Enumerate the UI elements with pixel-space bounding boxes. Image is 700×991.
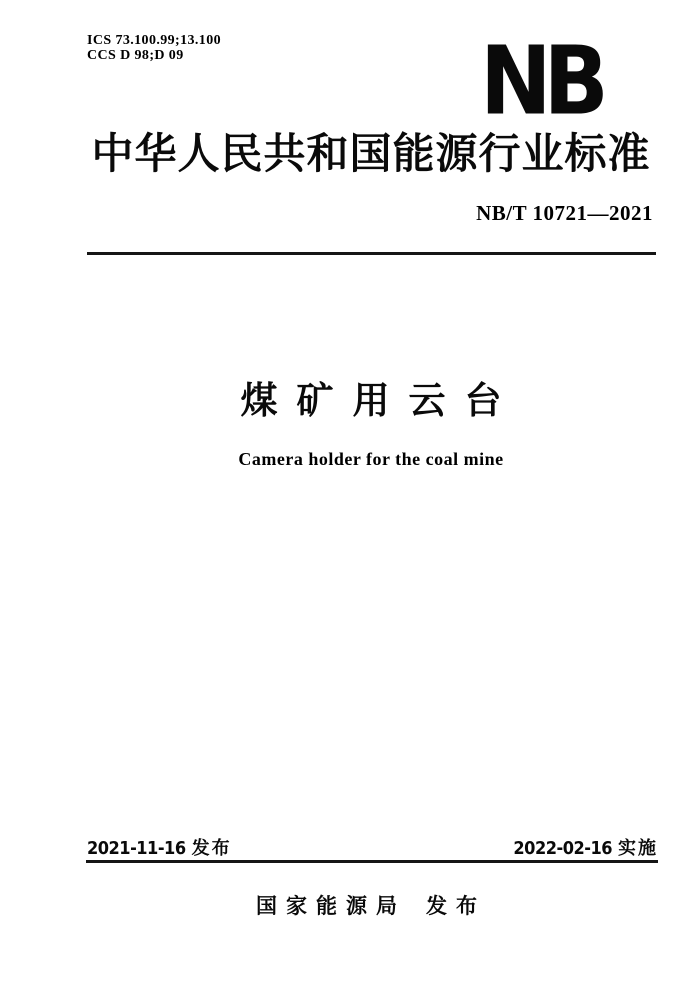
date-row: [87, 837, 658, 860]
implement-date: 2022-02-16: [513, 838, 612, 859]
header-rule: [87, 252, 656, 255]
document-title-en: Camera holder for the coal mine: [238, 449, 504, 469]
issue-date-group: [87, 837, 232, 860]
issue-label: 发布: [191, 838, 232, 858]
implement-label: 实施: [618, 838, 658, 858]
ics-code: ICS 73.100.99;13.100: [87, 33, 222, 48]
issue-date: 2021-11-16: [87, 838, 186, 859]
nb-logo: NB: [480, 25, 601, 136]
standard-type-title: 中华人民共和国能源行业标准: [91, 130, 651, 177]
classification-codes: [87, 33, 221, 63]
publisher-name: 国家能源局: [256, 895, 406, 918]
implement-date-group: [513, 837, 658, 860]
ccs-code: CCS D 98;D 09: [87, 48, 184, 63]
publisher-row: [87, 894, 655, 920]
footer-rule: [86, 860, 658, 863]
standard-number: NB/T 10721—2021: [476, 201, 653, 225]
publish-label: 发布: [426, 895, 486, 918]
document-title-zh: 煤矿用云台: [240, 380, 521, 421]
